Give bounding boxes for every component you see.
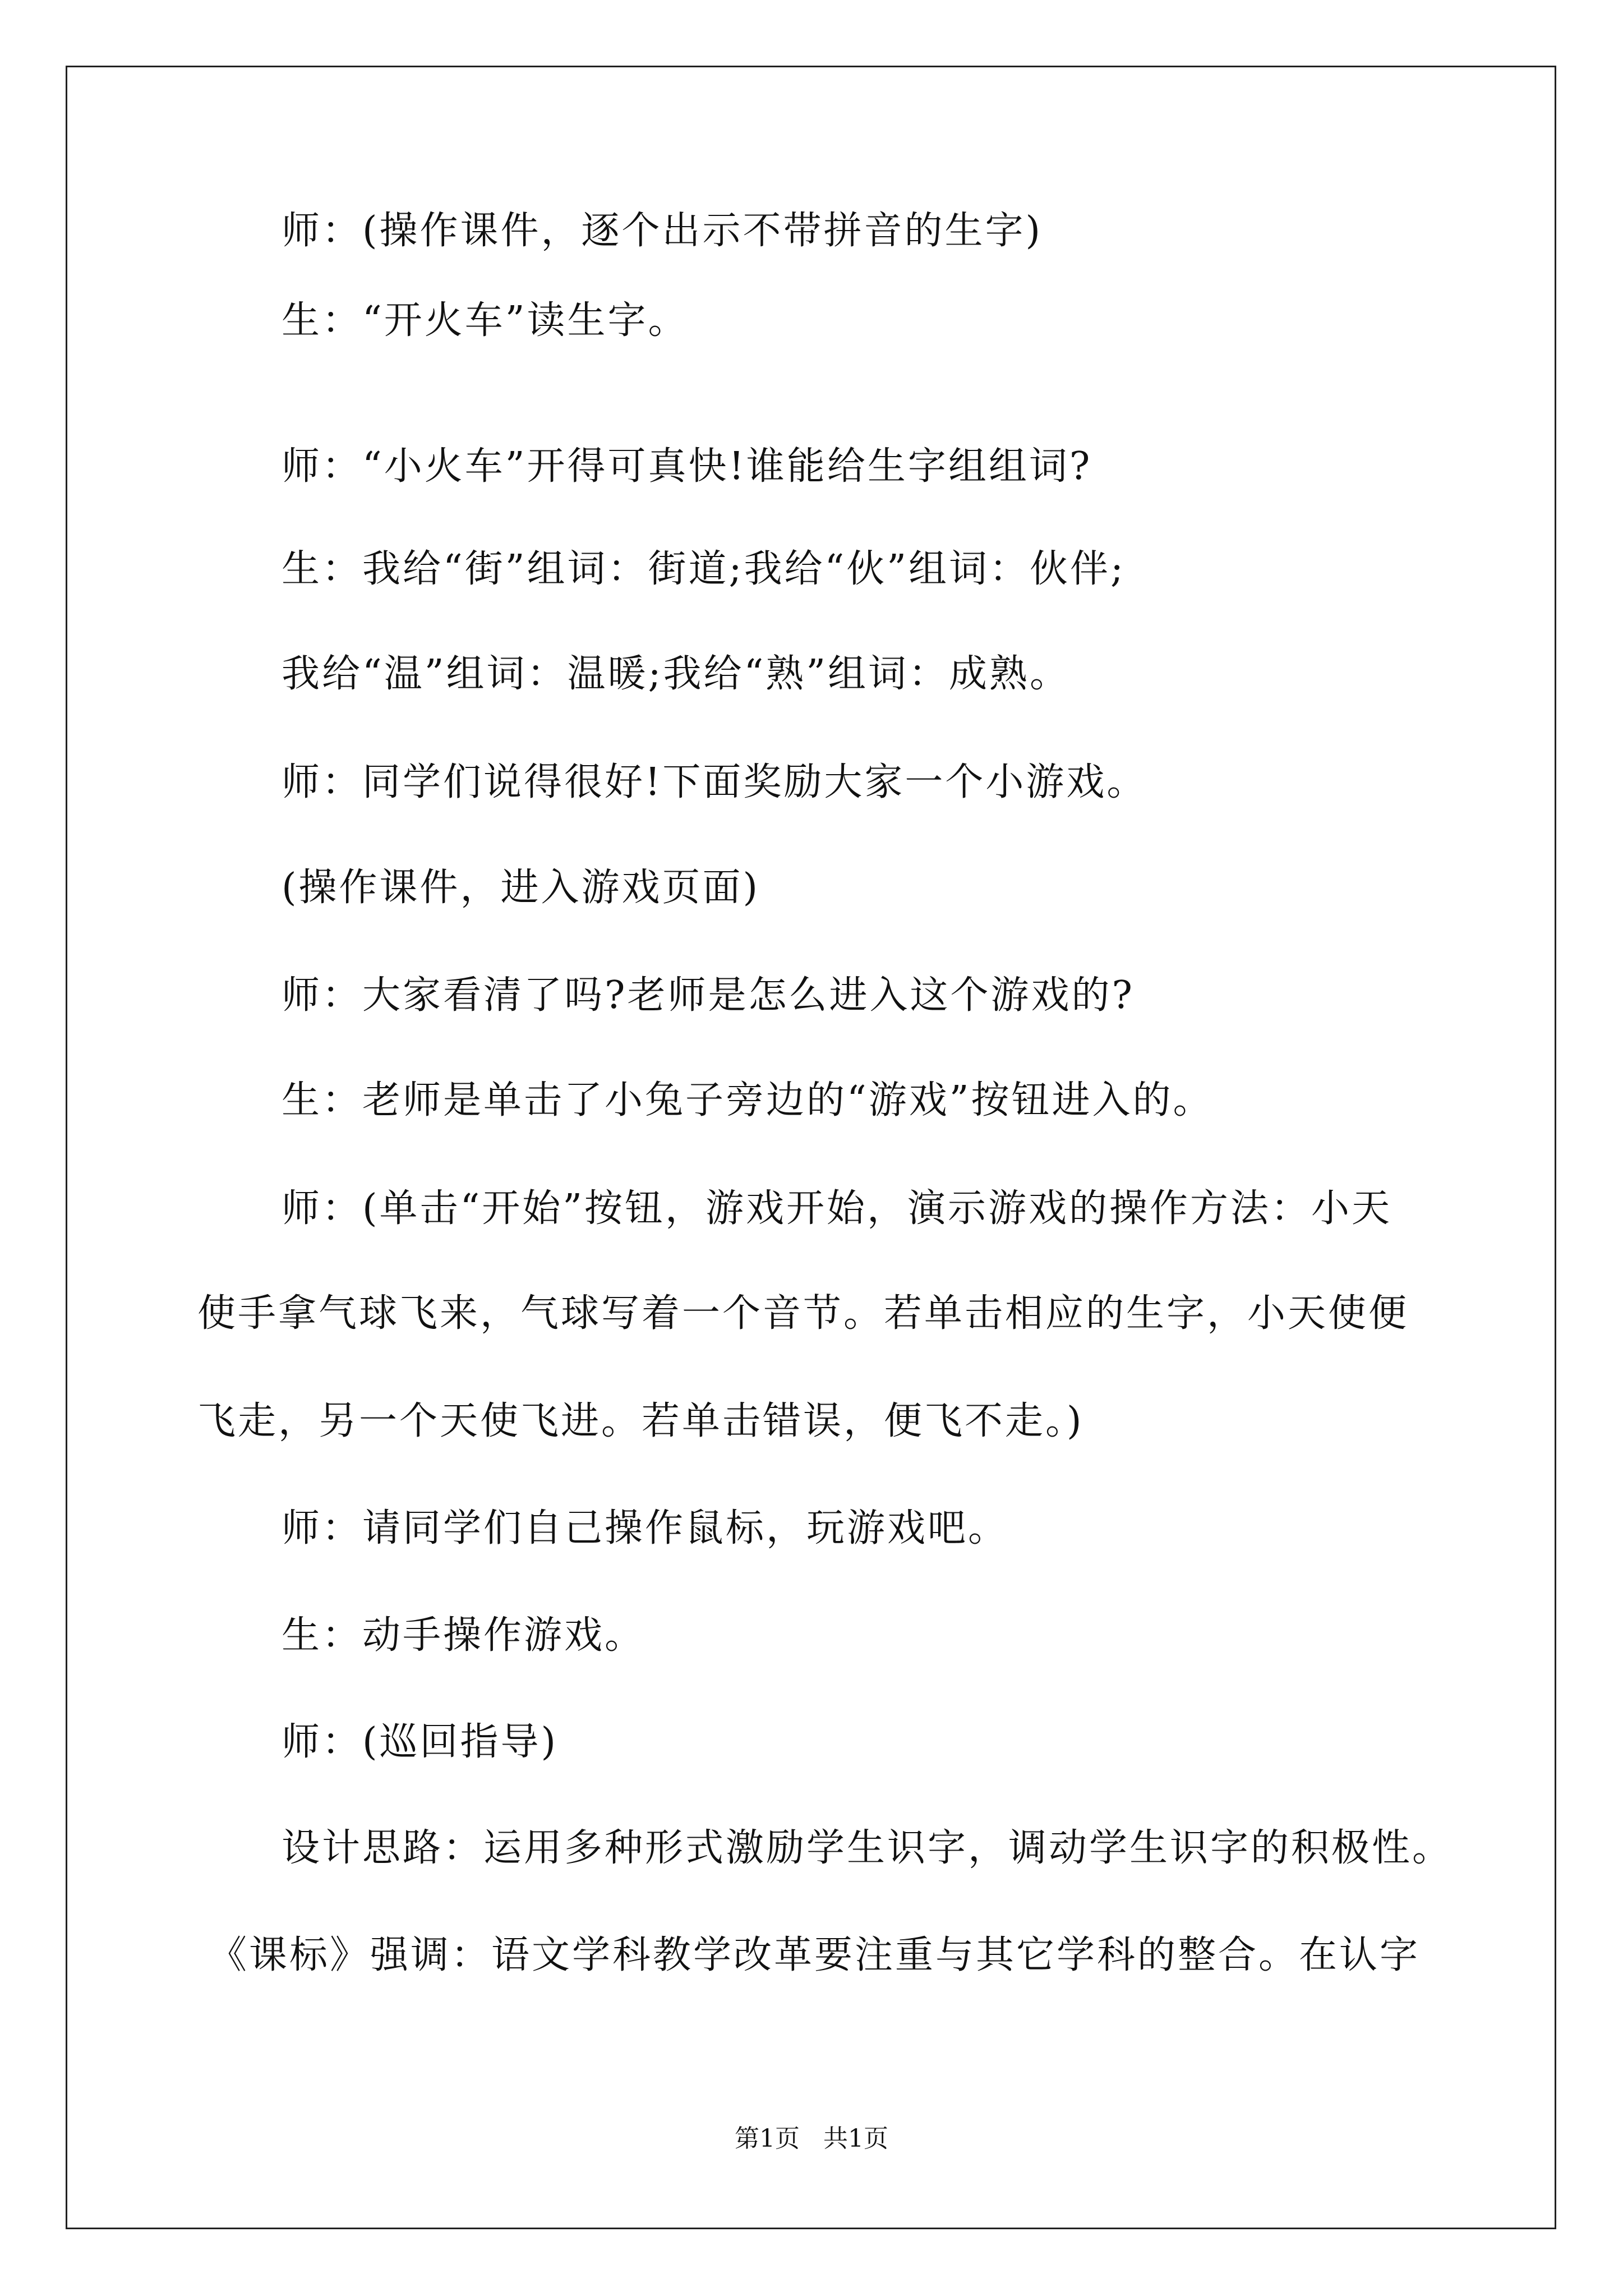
dialogue-line: 飞走，另一个天使飞进。若单击错误，便飞不走。) (197, 1399, 1084, 1443)
page-footer: 第1页 共1页 (735, 2124, 888, 2153)
paragraph-line: 设计思路：运用多种形式激励学生识字，调动学生识字的积极性。 (282, 1826, 1453, 1870)
dialogue-line: 师：请同学们自己操作鼠标，玩游戏吧。 (282, 1506, 1009, 1550)
paragraph-line: 《课标》强调：语文学科教学改革要注重与其它学科的整合。在认字 (209, 1933, 1421, 1977)
dialogue-line: 师：同学们说得很好!下面奖励大家一个小游戏。 (282, 760, 1147, 804)
dialogue-line: (操作课件，进入游戏页面) (282, 866, 760, 910)
dialogue-line: 生：“开火车”读生字。 (282, 298, 689, 343)
dialogue-line: 师：(操作课件，逐个出示不带拼音的生字) (282, 209, 1043, 253)
dialogue-line: 我给“温”组词：温暖;我给“熟”组词：成熟。 (282, 652, 1070, 696)
dialogue-line: 生：我给“街”组词：街道;我给“伙”组词：伙伴; (282, 547, 1126, 591)
dialogue-line: 生：动手操作游戏。 (282, 1613, 645, 1658)
dialogue-line: 师：大家看清了吗?老师是怎么进入这个游戏的? (282, 973, 1135, 1018)
dialogue-line: 师：“小火车”开得可真快!谁能给生字组组词? (282, 444, 1092, 489)
dialogue-line: 使手拿气球飞来，气球写着一个音节。若单击相应的生字，小天使便 (197, 1291, 1409, 1336)
dialogue-line: 师：(巡回指导) (282, 1720, 559, 1764)
dialogue-line: 生：老师是单击了小兔子旁边的“游戏”按钮进入的。 (282, 1078, 1214, 1122)
dialogue-line: 师：(单击“开始”按钮，游戏开始，演示游戏的操作方法：小天 (282, 1186, 1393, 1231)
page-border (66, 66, 1556, 2229)
